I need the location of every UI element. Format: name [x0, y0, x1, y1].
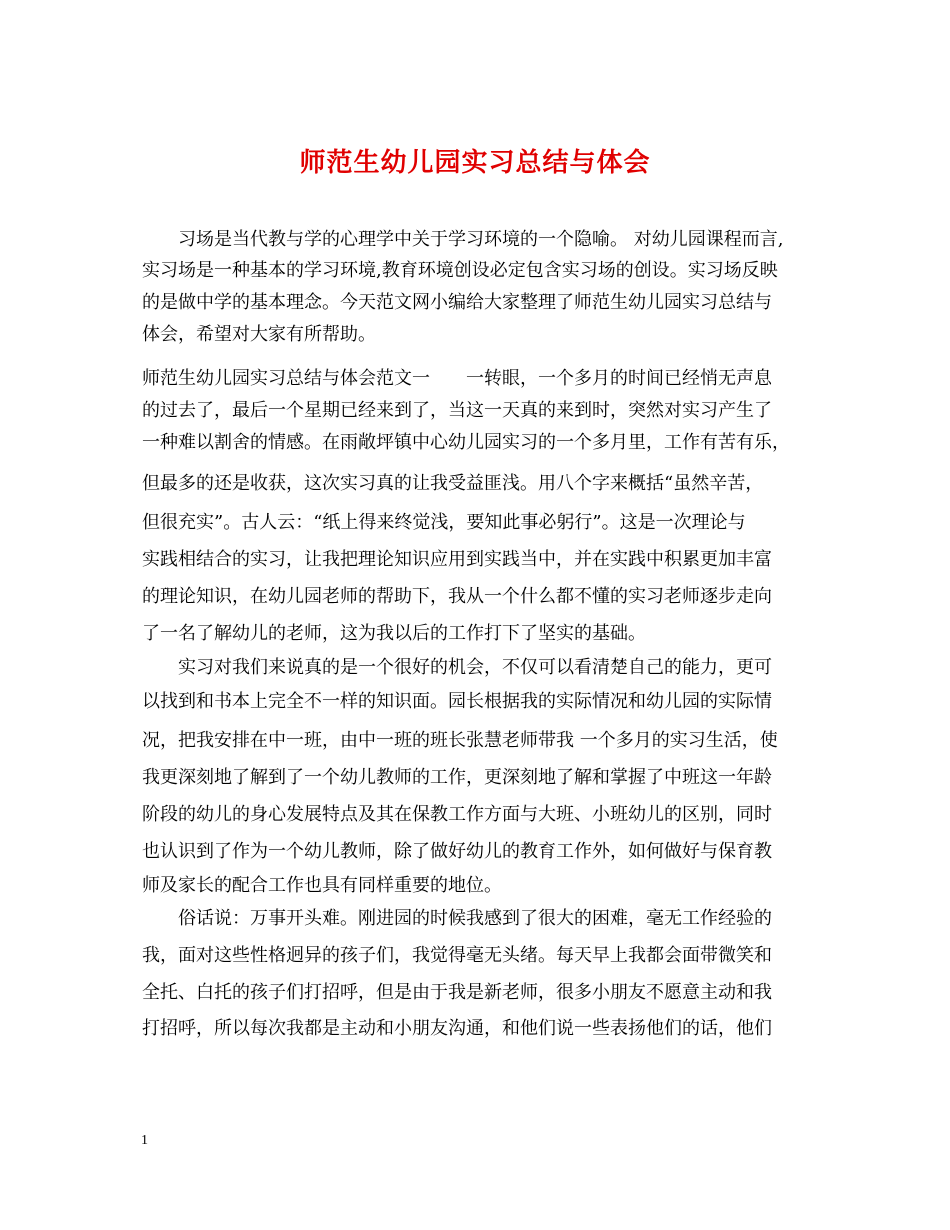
- body-line: 的理论知识，在幼儿园老师的帮助下，我从一个什么都不懂的实习老师逐步走向: [142, 586, 772, 607]
- document-title: 师范生幼儿园实习总结与体会: [299, 148, 651, 178]
- body-line: 实习对我们来说真的是一个很好的机会，不仅可以看清楚自己的能力，更可: [142, 657, 772, 678]
- body-line: 体会，希望对大家有所帮助。: [142, 324, 376, 345]
- body-line: 了一名了解幼儿的老师，这为我以后的工作打下了坚实的基础。: [142, 623, 646, 644]
- body-line: 全托、白托的孩子们打招呼，但是由于我是新老师，很多小朋友不愿意主动和我: [142, 982, 772, 1003]
- body-line: 但很充实”。古人云：“纸上得来终觉浅，要知此事必躬行”。这是一次理论与: [142, 512, 746, 533]
- body-line: 习场是当代教与学的心理学中关于学习环境的一个隐喻。 对幼儿园课程而言,: [142, 229, 784, 250]
- body-line: 的过去了，最后一个星期已经来到了，当这一天真的来到时，突然对实习产生了: [142, 400, 772, 421]
- page-number: 1: [141, 1133, 148, 1148]
- body-line: 打招呼，所以每次我都是主动和小朋友沟通，和他们说一些表扬他们的话，他们: [142, 1018, 772, 1039]
- body-line: 师及家长的配合工作也具有同样重要的地位。: [142, 875, 502, 896]
- body-line: 实践相结合的实习，让我把理论知识应用到实践当中，并在实践中积累更加丰富: [142, 549, 772, 570]
- body-line: 俗话说：万事开头难。刚进园的时候我感到了很大的困难，毫无工作经验的: [142, 908, 772, 929]
- body-line: 以找到和书本上完全不一样的知识面。园长根据我的实际情况和幼儿园的实际情: [142, 691, 772, 712]
- body-line: 师范生幼儿园实习总结与体会范文一 一转眼，一个多月的时间已经悄无声息: [142, 368, 772, 389]
- body-line: 况，把我安排在中一班，由中一班的班长张慧老师带我 一个多月的实习生活，使: [142, 730, 778, 751]
- body-line: 也认识到了作为一个幼儿教师，除了做好幼儿的教育工作外，如何做好与保育教: [142, 841, 772, 862]
- body-line: 阶段的幼儿的身心发展特点及其在保教工作方面与大班、小班幼儿的区别，同时: [142, 804, 772, 825]
- body-line: 但最多的还是收获，这次实习真的让我受益匪浅。用八个字来概括“虽然辛苦，: [142, 473, 764, 494]
- body-line: 我更深刻地了解到了一个幼儿教师的工作，更深刻地了解和掌握了中班这一年龄: [142, 767, 772, 788]
- body-line: 实习场是一种基本的学习环境,教育环境创设必定包含实习场的创设。实习场反映: [142, 260, 778, 281]
- body-line: 一种难以割舍的情感。在雨敞坪镇中心幼儿园实习的一个多月里，工作有苦有乐，: [142, 432, 790, 453]
- body-line: 我，面对这些性格迥异的孩子们，我觉得毫无头绪。每天早上我都会面带微笑和: [142, 945, 772, 966]
- body-line: 的是做中学的基本理念。今天范文网小编给大家整理了师范生幼儿园实习总结与: [142, 292, 772, 313]
